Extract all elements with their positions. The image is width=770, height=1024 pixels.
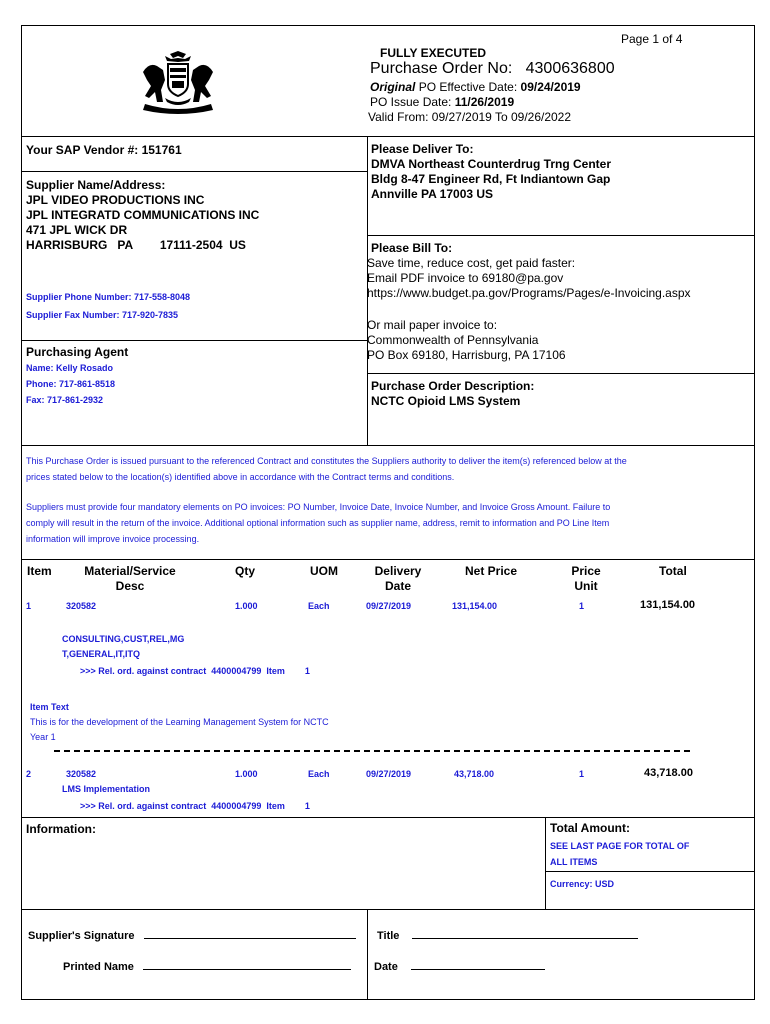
original-label: Original xyxy=(370,80,416,94)
deliver-line-1: DMVA Northeast Counterdrug Trng Center xyxy=(371,157,612,171)
supplier-state: PA xyxy=(117,238,134,252)
row-1-total: 131,154.00 xyxy=(640,599,696,611)
deliver-to-label: Please Deliver To: xyxy=(371,142,474,156)
item-text-line-1: This is for the development of the Learning Management System for NCTC xyxy=(30,717,329,727)
divider-currency xyxy=(545,871,755,872)
total-amount-note-2: ALL ITEMS xyxy=(550,857,598,867)
divider-vendor xyxy=(21,171,367,172)
col-header-uom: UOM xyxy=(310,564,338,578)
effective-date-label: PO Effective Date: xyxy=(418,80,518,94)
row-1-item: 1 xyxy=(26,601,32,611)
total-amount-note-1: SEE LAST PAGE FOR TOTAL OF xyxy=(550,841,690,851)
agent-phone: Phone: 717-861-8518 xyxy=(26,379,116,389)
agent-name: Name: Kelly Rosado xyxy=(26,363,114,373)
bill-to-line-1: Save time, reduce cost, get paid faster: xyxy=(367,256,576,270)
divider-notice xyxy=(21,445,755,446)
deliver-line-3: Annville PA 17003 US xyxy=(371,187,494,201)
po-description-value: NCTC Opioid LMS System xyxy=(371,394,521,408)
bill-to-line-6: PO Box 69180, Harrisburg, PA 17106 xyxy=(367,348,566,362)
supplier-name-1: JPL VIDEO PRODUCTIONS INC xyxy=(26,193,205,207)
currency: Currency: USD xyxy=(550,879,615,889)
po-description-label: Purchase Order Description: xyxy=(371,379,535,393)
col-header-delivery-1: Delivery xyxy=(374,564,422,578)
title-label: Title xyxy=(377,930,400,942)
notice-line-3: Suppliers must provide four mandatory elements on PO invoices: PO Number, Invoice Date, Invoice Number, and Invoice Gross Amount. Failure to xyxy=(26,502,611,512)
row-2-total: 43,718.00 xyxy=(644,767,693,779)
po-number-label: Purchase Order No: xyxy=(370,60,513,77)
col-header-price-unit-1: Price xyxy=(571,564,601,578)
po-number: 4300636800 xyxy=(525,60,615,77)
divider-vertical-signature xyxy=(367,909,368,1000)
row-2-uom: Each xyxy=(308,769,330,779)
divider-agent xyxy=(21,340,367,341)
supplier-address xyxy=(26,178,259,253)
row-separator xyxy=(54,750,690,752)
notice-line-4: comply will result in the return of the invoice. Additional optional information such as supplier name, address, remit to information and PO Line Item xyxy=(26,518,610,528)
col-header-total: Total xyxy=(659,564,687,578)
supplier-signature-row xyxy=(28,930,356,942)
row-2-item: 2 xyxy=(26,769,32,779)
date-field[interactable] xyxy=(411,969,545,970)
date-row xyxy=(374,961,545,973)
row-2-contract-ref: >>> Rel. ord. against contract 4400004799 Item 1 xyxy=(80,801,310,811)
valid-range: Valid From: 09/27/2019 To 09/26/2022 xyxy=(368,110,572,124)
pennsylvania-seal-icon xyxy=(135,50,221,116)
row-1-desc-1: CONSULTING,CUST,REL,MG xyxy=(62,634,185,644)
po-number-row xyxy=(370,60,615,78)
notice-line-5: information will improve invoice processing. xyxy=(26,534,200,544)
row-1-desc-2: T,GENERAL,IT,ITQ xyxy=(62,649,141,659)
page-number: Page 1 of 4 xyxy=(621,32,683,46)
bill-to-url[interactable]: https://www.budget.pa.gov/Programs/Pages/e-Invoicing.aspx xyxy=(367,286,691,300)
information-label: Information: xyxy=(26,822,96,836)
col-header-price-unit-2: Unit xyxy=(574,579,598,593)
row-1-unit: 1 xyxy=(579,601,585,611)
row-1-date: 09/27/2019 xyxy=(366,601,412,611)
sap-vendor-number: Your SAP Vendor #: 151761 xyxy=(26,143,182,157)
supplier-city-row xyxy=(26,238,259,253)
item-text-line-2: Year 1 xyxy=(30,732,56,742)
issue-date-label: PO Issue Date: xyxy=(370,95,452,109)
supplier-street: 471 JPL WICK DR xyxy=(26,223,128,237)
supplier-city: HARRISBURG xyxy=(26,238,108,252)
col-header-delivery-2: Date xyxy=(384,579,411,593)
bill-to-mail xyxy=(367,318,566,363)
bill-to-line-4: Or mail paper invoice to: xyxy=(367,318,498,332)
supplier-fax: Supplier Fax Number: 717-920-7835 xyxy=(26,310,179,320)
effective-date-row xyxy=(370,80,581,94)
date-label: Date xyxy=(374,961,398,973)
col-header-material-2: Desc xyxy=(115,579,145,593)
notice-line-1: This Purchase Order is issued pursuant to the referenced Contract and constitutes the Suppliers authority to deliver the item(s) referenced below at the xyxy=(26,456,627,466)
col-header-material-1: Material/Service xyxy=(84,564,176,578)
supplier-phone: Supplier Phone Number: 717-558-8048 xyxy=(26,292,191,302)
col-header-price-unit xyxy=(560,564,612,594)
title-field[interactable] xyxy=(412,938,638,939)
row-2-qty: 1.000 xyxy=(235,769,258,779)
total-amount-label: Total Amount: xyxy=(550,821,630,835)
item-text-label: Item Text xyxy=(30,702,69,712)
deliver-to xyxy=(371,142,611,202)
supplier-address-label: Supplier Name/Address: xyxy=(26,178,166,192)
row-1-uom: Each xyxy=(308,601,330,611)
supplier-zip: 17111-2504 xyxy=(159,238,223,252)
notice-paragraph-1 xyxy=(26,453,627,485)
notice-paragraph-2 xyxy=(26,499,610,547)
printed-name-label: Printed Name xyxy=(63,961,134,973)
col-header-net-price: Net Price xyxy=(465,564,518,578)
issue-date: 11/26/2019 xyxy=(454,95,515,109)
row-2-unit: 1 xyxy=(579,769,585,779)
bill-to-line-5: Commonwealth of Pennsylvania xyxy=(367,333,539,347)
divider-vertical-info xyxy=(545,817,546,909)
supplier-signature-field[interactable] xyxy=(144,938,356,939)
row-2-desc: LMS Implementation xyxy=(62,784,151,794)
row-1-qty: 1.000 xyxy=(235,601,258,611)
row-2-net: 43,718.00 xyxy=(454,769,495,779)
effective-date: 09/24/2019 xyxy=(520,80,581,94)
row-1-contract-ref: >>> Rel. ord. against contract 4400004799 Item 1 xyxy=(80,666,310,676)
item-text xyxy=(30,700,329,745)
col-header-material xyxy=(70,564,190,594)
divider-signature xyxy=(21,909,755,910)
row-2-material: 320582 xyxy=(66,769,97,779)
row-1-material: 320582 xyxy=(66,601,97,611)
printed-name-row xyxy=(63,961,351,973)
row-2-date: 09/27/2019 xyxy=(366,769,412,779)
bill-to-label: Please Bill To: xyxy=(371,241,453,255)
notice-line-2: prices stated below to the location(s) identified above in accordance with the Contract terms and conditions. xyxy=(26,472,455,482)
po-description xyxy=(371,379,534,409)
row-1-net: 131,154.00 xyxy=(452,601,498,611)
status-label: FULLY EXECUTED xyxy=(380,46,487,60)
deliver-line-2: Bldg 8-47 Engineer Rd, Ft Indiantown Gap xyxy=(371,172,611,186)
issue-date-row xyxy=(370,95,514,109)
divider-bill xyxy=(367,235,755,236)
agent-fax: Fax: 717-861-2932 xyxy=(26,395,104,405)
supplier-name-2: JPL INTEGRATD COMMUNICATIONS INC xyxy=(26,208,260,222)
purchasing-agent-label: Purchasing Agent xyxy=(26,345,129,359)
col-header-item: Item xyxy=(27,564,52,578)
divider-description xyxy=(367,373,755,374)
total-amount-note xyxy=(550,838,689,870)
bill-to-email[interactable]: Email PDF invoice to 69180@pa.gov xyxy=(367,271,564,285)
col-header-delivery xyxy=(367,564,429,594)
supplier-signature-label: Supplier's Signature xyxy=(28,930,135,942)
bill-to-online xyxy=(367,256,691,301)
row-1-desc xyxy=(62,632,184,662)
divider-info xyxy=(21,817,755,818)
divider-table-header xyxy=(21,559,755,560)
divider-header xyxy=(21,136,755,137)
supplier-country: US xyxy=(229,238,246,252)
printed-name-field[interactable] xyxy=(143,969,351,970)
col-header-qty: Qty xyxy=(235,564,256,578)
title-row xyxy=(377,930,638,942)
